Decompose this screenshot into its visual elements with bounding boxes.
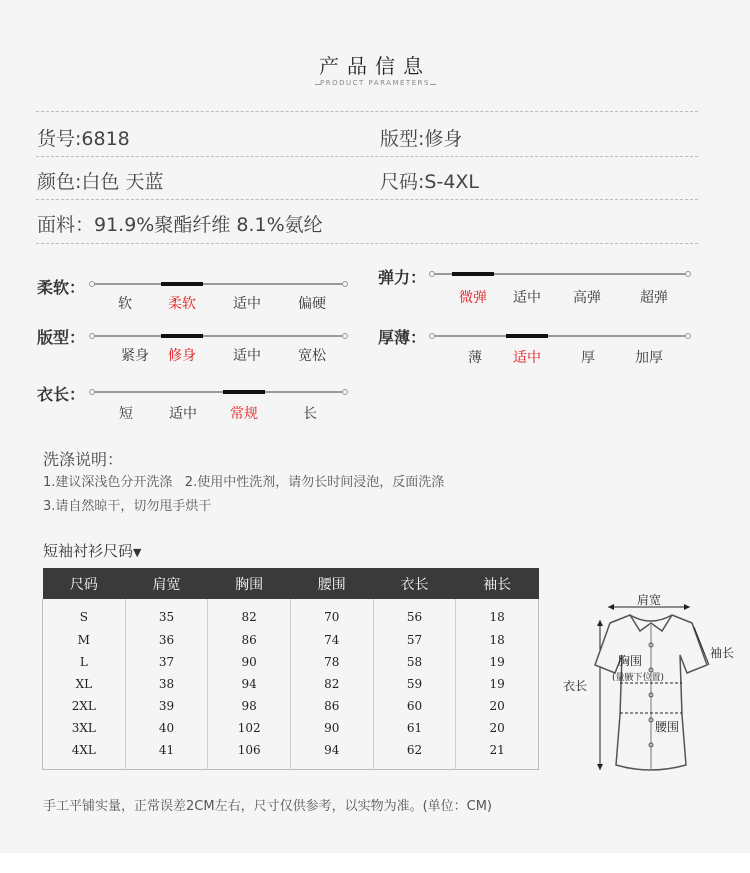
scale-option: 适中 <box>169 406 197 422</box>
table-cell: XL <box>75 677 93 691</box>
table-row <box>43 629 539 651</box>
table-cell: 36 <box>125 629 208 651</box>
triangle-down-icon: ▼ <box>133 546 142 559</box>
scale-option: 长 <box>303 406 317 422</box>
divider <box>36 111 698 112</box>
table-cell: S <box>79 610 88 624</box>
diagram-length-label: 衣长 <box>563 679 588 693</box>
scale-option: 适中 <box>513 290 541 306</box>
table-cell: 86 <box>290 695 373 717</box>
table-cell: 18 <box>456 629 539 651</box>
diagram-waist-label: 腰围 <box>655 720 680 734</box>
table-cell: 62 <box>373 739 456 769</box>
scale-endpoint <box>342 333 348 339</box>
scale-option: 常规 <box>230 406 258 422</box>
table-cell: 39 <box>125 695 208 717</box>
table-row <box>43 717 539 739</box>
table-cell: 70 <box>290 599 373 629</box>
arrow-head <box>597 764 603 770</box>
table-cell: 21 <box>456 739 539 769</box>
attribute-label-elasticity: 弹力： <box>378 268 427 287</box>
scale-endpoint <box>429 271 435 277</box>
table-cell: 82 <box>290 673 373 695</box>
scale-selected-marker <box>161 334 203 338</box>
table-cell: 38 <box>125 673 208 695</box>
size-table-title-text: 短袖衬衫尺码 <box>43 542 134 560</box>
scale-endpoint <box>685 271 691 277</box>
table-cell: M <box>77 633 90 647</box>
scale-option: 适中 <box>233 348 261 364</box>
table-header-cell: 袖长 <box>456 568 539 599</box>
table-cell: 90 <box>208 651 291 673</box>
scale-track-thickness <box>432 335 688 337</box>
divider <box>36 243 698 244</box>
arrow-head <box>597 620 603 626</box>
scale-track-elasticity <box>432 273 688 275</box>
scale-selected-marker <box>506 334 548 338</box>
table-cell: 3XL <box>71 721 96 735</box>
info-size: 尺码:S-4XL <box>380 171 480 193</box>
scale-option: 高弹 <box>573 290 601 306</box>
table-cell: 106 <box>208 739 291 769</box>
scale-endpoint <box>342 281 348 287</box>
scale-option: 加厚 <box>635 350 663 366</box>
scale-option: 柔软 <box>168 296 196 312</box>
table-cell: 94 <box>208 673 291 695</box>
bottom-strip <box>0 853 750 873</box>
table-cell: L <box>79 655 88 669</box>
subtitle-line-right <box>430 84 436 85</box>
table-header-row <box>43 568 539 599</box>
attribute-label-fit: 版型： <box>37 328 86 347</box>
table-cell: 40 <box>125 717 208 739</box>
divider <box>36 156 698 157</box>
scale-track-fit <box>92 335 345 337</box>
table-row <box>43 695 539 717</box>
scale-endpoint <box>342 389 348 395</box>
scale-endpoint <box>89 389 95 395</box>
scale-selected-marker <box>223 390 265 394</box>
info-fit: 版型:修身 <box>380 128 463 150</box>
scale-option: 偏硬 <box>298 296 326 312</box>
scale-endpoint <box>89 281 95 287</box>
size-table <box>42 568 539 770</box>
table-cell: 82 <box>208 599 291 629</box>
scale-endpoint <box>429 333 435 339</box>
table-cell: 2XL <box>71 699 96 713</box>
page-title: 产品信息 <box>319 54 431 78</box>
info-color: 颜色:白色 天蓝 <box>37 171 164 193</box>
scale-option: 软 <box>118 296 132 312</box>
table-row <box>43 599 539 629</box>
scale-option: 修身 <box>168 348 196 364</box>
table-header-cell: 衣长 <box>373 568 456 599</box>
table-header-cell: 腰围 <box>290 568 373 599</box>
diagram-shoulder-label: 肩宽 <box>637 593 662 607</box>
table-cell: 18 <box>456 599 539 629</box>
table-cell: 59 <box>373 673 456 695</box>
scale-track-length <box>92 391 345 393</box>
scale-option: 适中 <box>513 350 541 366</box>
table-cell: 37 <box>125 651 208 673</box>
table-cell: 41 <box>125 739 208 769</box>
scale-track-softness <box>92 283 345 285</box>
size-table-title <box>43 540 141 561</box>
scale-selected-marker <box>452 272 494 276</box>
table-row <box>43 739 539 769</box>
table-cell: 90 <box>290 717 373 739</box>
info-sku: 货号:6818 <box>37 128 130 150</box>
table-cell: 19 <box>456 651 539 673</box>
table-header-cell: 胸围 <box>208 568 291 599</box>
table-cell: 78 <box>290 651 373 673</box>
scale-option: 微弹 <box>459 290 487 306</box>
table-cell: 60 <box>373 695 456 717</box>
table-cell: 102 <box>208 717 291 739</box>
table-cell: 20 <box>456 695 539 717</box>
table-cell: 98 <box>208 695 291 717</box>
table-row <box>43 673 539 695</box>
table-cell: 19 <box>456 673 539 695</box>
table-body <box>43 599 539 769</box>
table-cell: 56 <box>373 599 456 629</box>
table-cell: 35 <box>125 599 208 629</box>
arrow-head <box>608 604 614 610</box>
table-cell: 74 <box>290 629 373 651</box>
scale-option: 厚 <box>581 350 595 366</box>
scale-option: 超弹 <box>640 290 668 306</box>
arrow-head <box>684 604 690 610</box>
attribute-label-thickness: 厚薄： <box>378 328 427 347</box>
table-cell: 58 <box>373 651 456 673</box>
table-header-cell: 尺码 <box>43 568 126 599</box>
divider <box>36 199 698 200</box>
scale-option: 宽松 <box>298 348 326 364</box>
table-cell: 61 <box>373 717 456 739</box>
page-subtitle: PRODUCT PARAMETERS <box>320 79 430 87</box>
diagram-chest-note: (量腋下位置) <box>612 673 665 683</box>
table-row <box>43 651 539 673</box>
table-cell: 57 <box>373 629 456 651</box>
info-fabric: 面料：91.9%聚酯纤维 8.1%氨纶 <box>37 214 323 236</box>
scale-option: 适中 <box>233 296 261 312</box>
washing-line-2: 3.请自然晾干，切勿甩手烘干 <box>43 499 212 514</box>
attribute-label-length: 衣长： <box>37 385 86 404</box>
washing-title: 洗涤说明： <box>43 450 124 469</box>
table-cell: 20 <box>456 717 539 739</box>
table-cell: 4XL <box>71 742 96 757</box>
diagram-chest-label: 胸围 <box>618 654 643 668</box>
footer-note: 手工平铺实量，正常误差2CM左右，尺寸仅供参考，以实物为准。(单位：CM) <box>43 799 493 814</box>
table-cell: 86 <box>208 629 291 651</box>
scale-option: 紧身 <box>121 348 149 364</box>
scale-selected-marker <box>161 282 203 286</box>
diagram-sleeve-label: 袖长 <box>710 646 735 660</box>
washing-line-1: 1.建议深浅色分开洗涤 2.使用中性洗剂，请勿长时间浸泡，反面洗涤 <box>43 475 445 490</box>
scale-endpoint <box>685 333 691 339</box>
scale-endpoint <box>89 333 95 339</box>
table-header-cell: 肩宽 <box>125 568 208 599</box>
table-cell: 94 <box>290 739 373 769</box>
scale-option: 短 <box>119 406 133 422</box>
scale-option: 薄 <box>468 350 482 366</box>
attribute-label-softness: 柔软： <box>37 278 86 297</box>
